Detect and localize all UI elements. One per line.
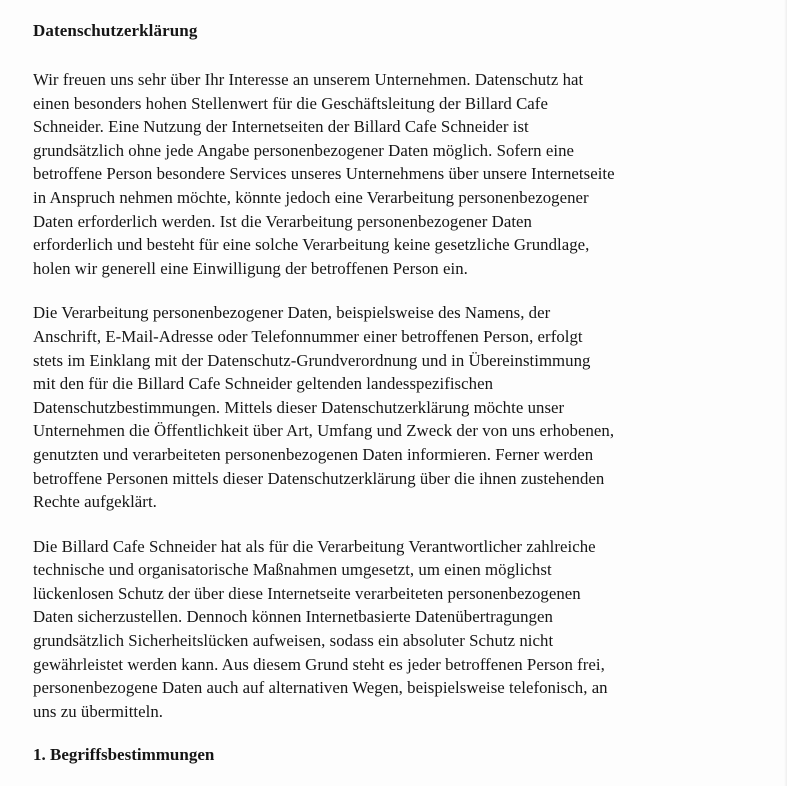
privacy-policy-document [33, 20, 778, 766]
text-line: grundsätzlich ohne jede Angabe personenbezogener Daten möglich. Sofern eine [33, 140, 575, 160]
paragraph-data-processing [33, 301, 778, 513]
text-line: in Anspruch nehmen möchte, könnte jedoch eine Verarbeitung personenbezogener [33, 187, 589, 207]
text-line: Die Verarbeitung personenbezogener Daten, beispielsweise des Namens, der [33, 303, 551, 323]
text-line: lückenlosen Schutz der über diese Internetseite verarbeiteten personenbezogenen [33, 583, 581, 603]
text-line: Anschrift, E-Mail-Adresse oder Telefonnummer einer betroffenen Person, erfolgt [33, 326, 583, 346]
text-line: betroffene Personen mittels dieser Datenschutzerklärung über die ihnen zustehenden [33, 468, 605, 488]
text-line: betroffene Person besondere Services unseres Unternehmens über unsere Internetseite [33, 164, 615, 184]
paragraph-security-measures [33, 535, 778, 724]
text-line: Wir freuen uns sehr über Ihr Interesse an unserem Unternehmen. Datenschutz hat [33, 70, 584, 89]
text-line: Schneider. Eine Nutzung der Internetseiten der Billard Cafe Schneider ist [33, 117, 529, 137]
text-line: Unternehmen die Öffentlichkeit über Art, Umfang und Zweck der von uns erhobenen, [33, 421, 615, 441]
text-line: gewährleistet werden kann. Aus diesem Grund steht es jeder betroffenen Person frei, [33, 654, 605, 674]
text-line: mit den für die Billard Cafe Schneider geltenden landesspezifischen [33, 374, 494, 394]
text-line: holen wir generell eine Einwilligung der betroffenen Person ein. [33, 258, 468, 278]
text-line: Daten sicherzustellen. Dennoch können Internetbasierte Datenübertragungen [33, 607, 553, 627]
text-line: genutzten und verarbeiteten personenbezogenen Daten informieren. Ferner werden [33, 444, 594, 464]
paragraph-intro [33, 68, 778, 280]
text-line: grundsätzlich Sicherheitslücken aufweisen, sodass ein absoluter Schutz nicht [33, 631, 554, 651]
text-line: personenbezogene Daten auch auf alternativen Wegen, beispielsweise telefonisch, an [33, 678, 608, 698]
text-line: uns zu übermitteln. [33, 701, 164, 721]
text-line: Datenschutzbestimmungen. Mittels dieser Datenschutzerklärung möchte unser [33, 397, 565, 417]
document-title: Datenschutzerklärung [33, 21, 198, 40]
text-line: erforderlich und besteht für eine solche Verarbeitung keine gesetzliche Grundlage, [33, 235, 590, 255]
text-line: Rechte aufgeklärt. [33, 492, 157, 512]
text-line: technische und organisatorische Maßnahmen umgesetzt, um einen möglichst [33, 560, 552, 580]
text-line: einen besonders hohen Stellenwert für die Geschäftsleitung der Billard Cafe [33, 93, 548, 113]
text-line: Daten erforderlich werden. Ist die Verarbeitung personenbezogener Daten [33, 211, 532, 231]
text-line: stets im Einklang mit der Datenschutz-Grundverordnung und in Übereinstimmung [33, 350, 591, 370]
text-line: Die Billard Cafe Schneider hat als für die Verarbeitung Verantwortlicher zahlreiche [33, 536, 596, 556]
section-heading: 1. Begriffsbestimmungen [33, 745, 215, 765]
